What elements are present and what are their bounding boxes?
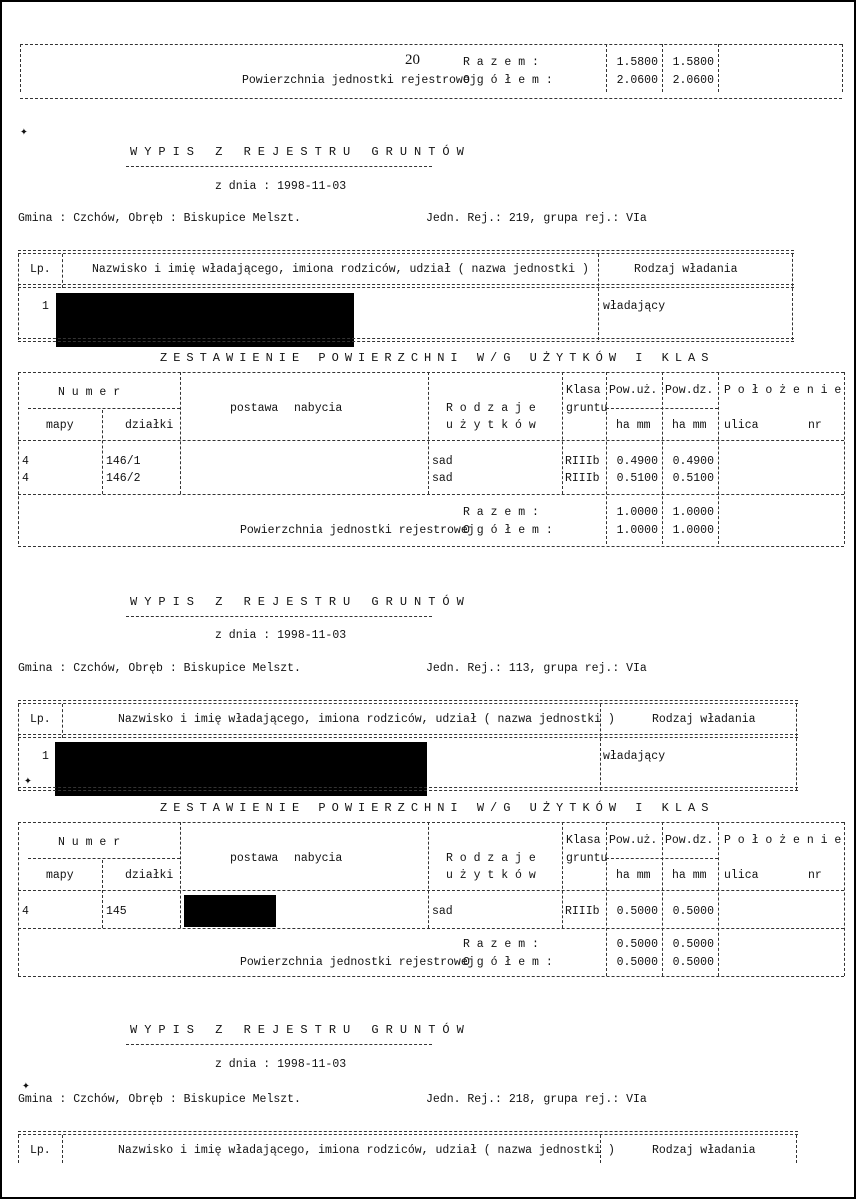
rule bbox=[662, 822, 663, 976]
pow-uz-header: Pow.uż. bbox=[609, 834, 658, 847]
row-pow-uz: 0.5000 bbox=[616, 905, 658, 918]
page-number: 20 bbox=[405, 52, 420, 68]
rodzaj-wladania-header: Rodzaj władania bbox=[634, 263, 738, 276]
rule bbox=[126, 166, 432, 167]
row-pow-dz: 0.5000 bbox=[672, 905, 714, 918]
rule bbox=[180, 822, 181, 928]
rule bbox=[18, 700, 798, 704]
lp-header: Lp. bbox=[30, 713, 51, 726]
dzialki-header: działki bbox=[125, 869, 174, 882]
row-mapy: 4 bbox=[22, 905, 29, 918]
pow-jedn-label: Powierzchnia jednostki rejestrowej bbox=[240, 956, 475, 969]
row-mapy: 4 bbox=[22, 455, 29, 468]
razem-label: R a z e m : bbox=[463, 56, 539, 69]
rule bbox=[792, 254, 793, 340]
polozenie-header: P o ł o ż e n i e bbox=[724, 834, 842, 847]
section-registry: Jedn. Rej.: 219, grupa rej.: VIa bbox=[426, 212, 647, 225]
rule bbox=[562, 822, 563, 928]
pow-dz-header: Pow.dz. bbox=[665, 834, 714, 847]
section-date: z dnia : 1998-11-03 bbox=[215, 1058, 347, 1071]
rodzaje-header: R o d z a j e bbox=[446, 852, 536, 865]
ogolem-label: O g ó ł e m : bbox=[463, 956, 553, 969]
rule bbox=[18, 494, 844, 495]
section-title: WYPIS Z REJESTRU GRUNTÓW bbox=[130, 145, 471, 159]
row-uzytek: sad bbox=[432, 472, 453, 485]
owner-header: Nazwisko i imię władającego, imiona rodziców, udział ( nazwa jednostki ) bbox=[92, 263, 589, 276]
rule bbox=[18, 976, 844, 977]
row-dzialka: 146/1 bbox=[106, 455, 141, 468]
owner-header: Nazwisko i imię władającego, imiona rodziców, udział ( nazwa jednostki ) bbox=[118, 713, 615, 726]
nabycia-header: nabycia bbox=[294, 852, 343, 865]
rule bbox=[562, 372, 563, 494]
owner-type: władający bbox=[603, 300, 666, 313]
section-date: z dnia : 1998-11-03 bbox=[215, 180, 347, 193]
rule bbox=[18, 284, 794, 288]
razem-dz: 1.0000 bbox=[672, 506, 714, 519]
razem-uz: 0.5000 bbox=[616, 938, 658, 951]
gruntu-header: gruntu bbox=[566, 402, 608, 415]
pow-uz-header: Pow.uż. bbox=[609, 384, 658, 397]
rule bbox=[18, 338, 794, 342]
owner-header: Nazwisko i imię władającego, imiona rodziców, udział ( nazwa jednostki ) bbox=[118, 1144, 615, 1157]
section-registry: Jedn. Rej.: 218, grupa rej.: VIa bbox=[426, 1093, 647, 1106]
rule bbox=[62, 254, 63, 288]
dzialki-header: działki bbox=[125, 419, 174, 432]
rule bbox=[20, 44, 21, 92]
ha-mm-header: ha mm bbox=[616, 419, 651, 432]
rule bbox=[718, 372, 719, 544]
rule bbox=[62, 1135, 63, 1163]
row-dzialka: 145 bbox=[106, 905, 127, 918]
rule bbox=[18, 254, 19, 340]
pow-dz-header: Pow.dz. bbox=[665, 384, 714, 397]
polozenie-header: P o ł o ż e n i e bbox=[724, 384, 842, 397]
row-klasa: RIIIb bbox=[565, 455, 600, 468]
ogolem-uz: 0.5000 bbox=[616, 956, 658, 969]
razem-label: R a z e m : bbox=[463, 938, 539, 951]
rule bbox=[842, 44, 843, 92]
nr-header: nr bbox=[808, 869, 822, 882]
rodzaj-wladania-header: Rodzaj władania bbox=[652, 713, 756, 726]
row-pow-uz: 0.4900 bbox=[616, 455, 658, 468]
rule bbox=[18, 787, 798, 791]
rule bbox=[180, 372, 181, 494]
klasa-header: Klasa bbox=[566, 384, 601, 397]
klasa-header: Klasa bbox=[566, 834, 601, 847]
rule bbox=[18, 372, 19, 544]
ulica-header: ulica bbox=[724, 869, 759, 882]
ha-mm-header: ha mm bbox=[672, 419, 707, 432]
ulica-header: ulica bbox=[724, 419, 759, 432]
rule bbox=[606, 858, 718, 859]
nabycia-header: nabycia bbox=[294, 402, 343, 415]
ogolem-dz: 0.5000 bbox=[672, 956, 714, 969]
section-registry: Jedn. Rej.: 113, grupa rej.: VIa bbox=[426, 662, 647, 675]
lp-header: Lp. bbox=[30, 1144, 51, 1157]
rodzaje-header: R o d z a j e bbox=[446, 402, 536, 415]
rule bbox=[18, 734, 798, 738]
rule bbox=[62, 704, 63, 738]
zestawienie-title: ZESTAWIENIE POWIERZCHNI W/G UŻYTKÓW I KLAS bbox=[160, 801, 715, 815]
postawa-header: postawa bbox=[230, 402, 279, 415]
ogolem-uz: 1.0000 bbox=[616, 524, 658, 537]
row-uzytek: sad bbox=[432, 905, 453, 918]
section-title: WYPIS Z REJESTRU GRUNTÓW bbox=[130, 595, 471, 609]
rule bbox=[662, 44, 663, 92]
owner-type: władający bbox=[603, 750, 666, 763]
section-location: Gmina : Czchów, Obręb : Biskupice Melszt. bbox=[18, 662, 301, 675]
row-mapy: 4 bbox=[22, 472, 29, 485]
row-uzytek: sad bbox=[432, 455, 453, 468]
rule bbox=[606, 822, 607, 976]
razem-uz: 1.0000 bbox=[616, 506, 658, 519]
rule bbox=[28, 858, 180, 859]
rule bbox=[18, 250, 794, 254]
rule bbox=[796, 1135, 797, 1163]
uzytkow-header: u ż y t k ó w bbox=[446, 869, 536, 882]
rule bbox=[606, 408, 718, 409]
rule bbox=[20, 98, 842, 99]
rule bbox=[18, 1131, 798, 1135]
ha-mm-header: ha mm bbox=[616, 869, 651, 882]
section-title: WYPIS Z REJESTRU GRUNTÓW bbox=[130, 1023, 471, 1037]
rule bbox=[18, 890, 844, 891]
row-pow-uz: 0.5100 bbox=[616, 472, 658, 485]
ogolem-dz: 1.0000 bbox=[672, 524, 714, 537]
ogolem-uz: 2.0600 bbox=[616, 74, 658, 87]
zestawienie-title: ZESTAWIENIE POWIERZCHNI W/G UŻYTKÓW I KLAS bbox=[160, 351, 715, 365]
rule bbox=[428, 822, 429, 928]
numer-header: N u m e r bbox=[58, 836, 121, 849]
nr-header: nr bbox=[808, 419, 822, 432]
ogolem-dz: 2.0600 bbox=[672, 74, 714, 87]
redaction-block bbox=[184, 895, 276, 927]
numer-header: N u m e r bbox=[58, 386, 121, 399]
rule bbox=[18, 1135, 19, 1163]
rule bbox=[102, 860, 103, 928]
rule bbox=[102, 410, 103, 494]
rule bbox=[28, 408, 180, 409]
ha-mm-header: ha mm bbox=[672, 869, 707, 882]
row-dzialka: 146/2 bbox=[106, 472, 141, 485]
rule bbox=[796, 704, 797, 790]
rule bbox=[718, 44, 719, 92]
razem-dz: 1.5800 bbox=[672, 56, 714, 69]
row-pow-dz: 0.5100 bbox=[672, 472, 714, 485]
row-klasa: RIIIb bbox=[565, 905, 600, 918]
ogolem-label: O g ó ł e m : bbox=[463, 524, 553, 537]
ogolem-label: O g ó ł e m : bbox=[463, 74, 553, 87]
rule bbox=[844, 372, 845, 544]
rule bbox=[126, 1044, 432, 1045]
mapy-header: mapy bbox=[46, 869, 74, 882]
rule bbox=[18, 546, 844, 547]
rule bbox=[662, 372, 663, 544]
row-klasa: RIIIb bbox=[565, 472, 600, 485]
rule bbox=[18, 704, 19, 790]
owner-lp: 1 bbox=[42, 750, 49, 763]
mapy-header: mapy bbox=[46, 419, 74, 432]
razem-label: R a z e m : bbox=[463, 506, 539, 519]
rule bbox=[606, 372, 607, 544]
rule bbox=[18, 822, 844, 823]
rule bbox=[598, 254, 599, 340]
rule bbox=[718, 822, 719, 976]
postawa-header: postawa bbox=[230, 852, 279, 865]
section-date: z dnia : 1998-11-03 bbox=[215, 629, 347, 642]
uzytkow-header: u ż y t k ó w bbox=[446, 419, 536, 432]
star-mark-icon: ✦ bbox=[24, 773, 32, 788]
section-location: Gmina : Czchów, Obręb : Biskupice Melszt. bbox=[18, 212, 301, 225]
rule bbox=[18, 372, 844, 373]
row-pow-dz: 0.4900 bbox=[672, 455, 714, 468]
gruntu-header: gruntu bbox=[566, 852, 608, 865]
razem-dz: 0.5000 bbox=[672, 938, 714, 951]
star-mark-icon: ✦ bbox=[20, 124, 28, 139]
rule bbox=[844, 822, 845, 976]
rule bbox=[18, 822, 19, 976]
rule bbox=[18, 440, 844, 441]
rule bbox=[126, 616, 432, 617]
lp-header: Lp. bbox=[30, 263, 51, 276]
section-location: Gmina : Czchów, Obręb : Biskupice Melszt. bbox=[18, 1093, 301, 1106]
owner-lp: 1 bbox=[42, 300, 49, 313]
rodzaj-wladania-header: Rodzaj władania bbox=[652, 1144, 756, 1157]
pow-jedn-label: Powierzchnia jednostki rejestrowej bbox=[240, 524, 475, 537]
pow-label: Powierzchnia jednostki rejestrowej bbox=[242, 74, 477, 87]
rule bbox=[606, 44, 607, 92]
rule bbox=[428, 372, 429, 494]
razem-uz: 1.5800 bbox=[616, 56, 658, 69]
rule bbox=[18, 928, 844, 929]
star-mark-icon: ✦ bbox=[22, 1078, 30, 1093]
